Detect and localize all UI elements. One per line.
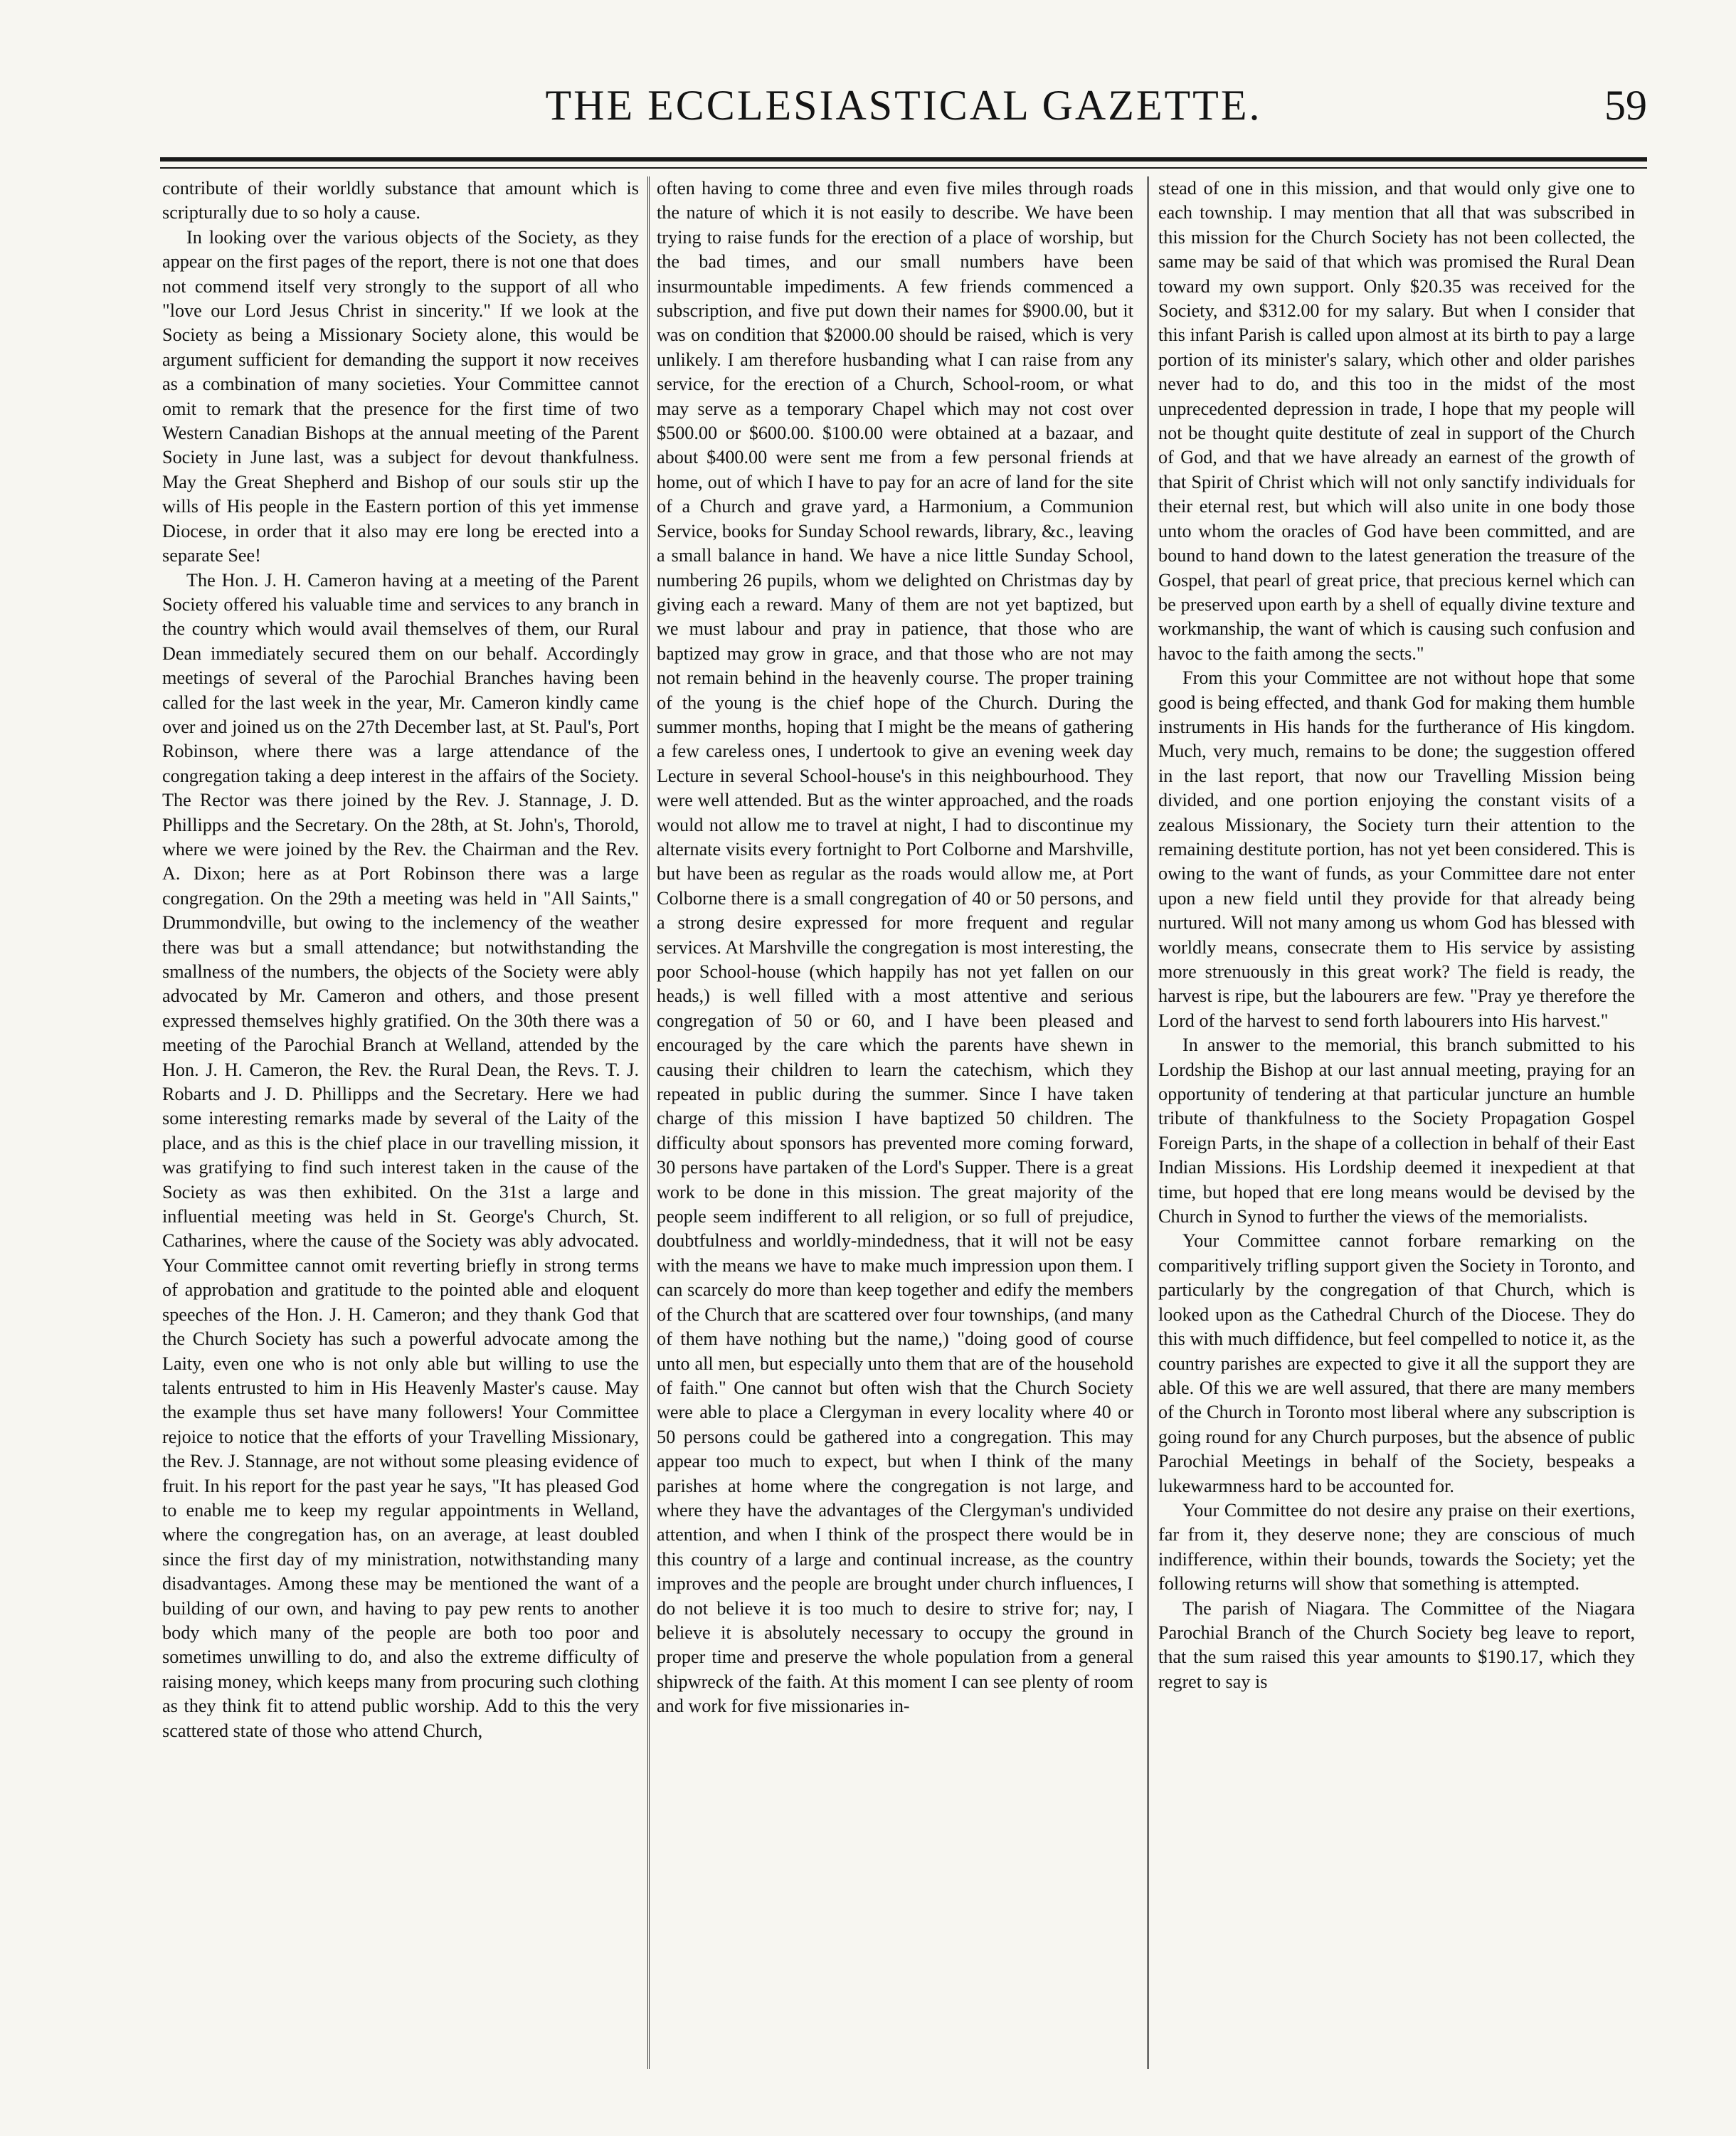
paragraph: In answer to the memorial, this branch submitted to his Lordship the Bishop at our last annual meeting, praying for an opportunity of tendering at that particular juncture an humble tribute of thankfulness to the Society Propagation Gospel Foreign Parts, in the shape of a collection in behalf of their East Indian Missions. His Lordship deemed it inexpedient at that time, but hoped that ere long means would be devised by the Church in Synod to further the views of the memorialists. (1158, 1035, 1635, 1227)
paragraph: Your Committee cannot forbare remarking on the comparitively trifling support given the Society in Toronto, and particularly by the congregation of that Church, which is looked upon as the Cathedral Church of the Diocese. They do this with much diffidence, but feel compelled to notice it, as the country parishes are expected to give it all the support they are able. Of this we are well assured, that there are many members of the Church in Toronto most liberal where any subscription is going round for any Church purposes, but the absence of public Parochial Meetings in behalf of the Society, bespeaks a lukewarmness hard to be accounted for. (1158, 1230, 1635, 1496)
paragraph: The parish of Niagara. The Committee of the Niagara Parochial Branch of the Church Society beg leave to report, that the sum raised this year amounts to $190.17, which they regret to say is (1158, 1597, 1635, 1692)
paragraph: The Hon. J. H. Cameron having at a meeting of the Parent Society offered his valuable time and services to any branch in the country which would avail themselves of them, our Rural Dean immediately secured them on our behalf. Accordingly meetings of several of the Parochial Branches having been called for the last week in the year, Mr. Cameron kindly came over and joined us on the 27th December last, at St. Paul's, Port Robinson, where there was a large attendance of the congregation taking a deep interest in the affairs of the Society. The Rector was there joined by the Rev. J. Stannage, J. D. Phillipps and the Secretary. On the 28th, at St. John's, Thorold, where we were joined by the Rev. the Chairman and the Rev. A. Dixon; here as at Port Robinson there was a large congregation. On the 29th a meeting was held in "All Saints," Drummondville, but owing to the inclemency of the weather there was but a small attendance; but notwithstanding the smallness of the numbers, the objects of the Society were ably advocated by Mr. Cameron and others, and those present expressed themselves highly gratified. On the 30th there was a meeting of the Parochial Branch at Welland, attended by the Hon. J. H. Cameron, the Rev. the Rural Dean, the Revs. T. J. Robarts and J. D. Phillipps and the Secretary. Here we had some interesting remarks made by several of the Laity of the place, and as this is the chief place in our travelling mission, it was gratifying to find such interest taken in the cause of the Society as was then exhibited. On the 31st a large and influential meeting was held in St. George's Church, St. Catharines, where the cause of the Society was ably advocated. Your Committee cannot omit reverting briefly in strong terms of approbation and gratitude to the pointed able and eloquent speeches of the Hon. J. H. Cameron; and they thank God that the Church Society has such a powerful advocate among the Laity, even one who is not only able but willing to use the talents entrusted to him in His Heavenly Master's cause. May the example thus set have many followers! Your Committee rejoice to notice that the efforts of your Travelling Missionary, the Rev. J. Stannage, are not without some pleasing evidence of fruit. In his report for the past year he says, "It has pleased God to enable me to keep my regular appointments in Welland, where the congregation has, on an average, at least doubled since the first day of my ministration, notwithstanding many disadvantages. Among these may be mentioned the want of a building of our own, and having to pay pew rents to another body which many of the people are both too poor and sometimes unwilling to do, and also the extreme difficulty of raising money, which keeps many from procuring such clothing as they think fit to attend public worship. Add to this the very scattered state of those who attend Church, (162, 569, 639, 1741)
paragraph: Your Committee do not desire any praise on their exertions, far from it, they deserve none; they are conscious of much indifference, within their bounds, towards the Society; yet the following returns will show that something is attempted. (1158, 1499, 1635, 1595)
text-column-2 (657, 176, 1133, 2062)
header-rule-thin (160, 167, 1647, 169)
column-divider (1147, 176, 1149, 2069)
text-column-3 (1158, 176, 1635, 2062)
column-divider (647, 176, 650, 2069)
page-header (160, 78, 1647, 135)
paragraph: often having to come three and even five miles through roads the nature of which it is not easily to describe. We have been trying to raise funds for the erection of a place of worship, but the bad times, and our small numbers have been insurmountable impediments. A few friends commenced a subscription, and five put down their names for $900.00, but it was on condition that $2000.00 should be raised, which is very unlikely. I am therefore husbanding what I can raise from any service, for the erection of a Church, School-room, or what may serve as a temporary Chapel which may not cost over $500.00 or $600.00. $100.00 were obtained at a bazaar, and about $400.00 were sent me from a few personal friends at home, out of which I have to pay for an acre of land for the site of a Church and grave yard, a Harmonium, a Communion Service, books for Sunday School rewards, library, &c., leaving a small balance in hand. We have a nice little Sunday School, numbering 26 pupils, whom we delighted on Christmas day by giving each a reward. Many of them are not yet baptized, but we must labour and pray in patience, that those who are baptized may grow in grace, and that those who are not may not remain behind in the heavenly course. The proper training of the young is the chief hope of the Church. During the summer months, hoping that I might be the means of gathering a few careless ones, I undertook to give an evening week day Lecture in several School-house's in this neighbourhood. They were well attended. But as the winter approached, and the roads would not allow me to travel at night, I had to discontinue my alternate visits every fortnight to Port Colborne and Marshville, but have been as regular as the roads would allow me, at Port Colborne there is a small congregation of 40 or 50 persons, and a strong desire expressed for more frequent and regular services. At Marshville the congregation is most interesting, the poor School-house (which happily has not yet fallen on our heads,) is well filled with a most attentive and serious congregation of 50 or 60, and I have been pleased and encouraged by the care which the parents have shewn in causing their children to learn the catechism, which they repeated in public during the summer. Since I have taken charge of this mission I have baptized 50 children. The difficulty about sponsors has prevented more coming forward, 30 persons have partaken of the Lord's Supper. There is a great work to be done in this mission. The great majority of the people seem indifferent to all religion, or so full of prejudice, doubtfulness and worldly-mindedness, that it will not be easy with the means we have to make much impression upon them. I can scarcely do more than keep together and edify the members of the Church that are scattered over four townships, (and many of them have nothing but the name,) "doing good of course unto all men, but especially unto them that are of the household of faith." One cannot but often wish that the Church Society were able to place a Clergyman in every locality where 40 or 50 persons could be gathered into a congregation. This may appear too much to expect, but when I think of the many parishes at home where the congregation is not large, and where they have the advantages of the Clergyman's undivided attention, and when I think of the prospect there would be in this country of a large and continual increase, as the country improves and the people are brought under church influences, I do not believe it is too much to desire to strive for; nay, I believe it is absolutely necessary to occupy the ground in proper time and preserve the whole population from a general shipwreck of the faith. At this moment I can see plenty of room and work for five missionaries in- (657, 178, 1133, 1717)
page-title: THE ECCLESIASTICAL GAZETTE. (545, 82, 1262, 129)
paragraph: contribute of their worldly substance that amount which is scripturally due to so holy a cause. (162, 178, 639, 223)
paragraph: From this your Committee are not without hope that some good is being effected, and thank God for making them humble instruments in His hands for the furtherance of His kingdom. Much, very much, remains to be done; the suggestion offered in the last report, that now our Travelling Mission being divided, and one portion enjoying the constant visits of a zealous Missionary, the Society turn their attention to the remaining destitute portion, has not yet been considered. This is owing to the want of funds, as your Committee dare not enter upon a new field until they provide for that already being nurtured. Will not many among us whom God has blessed with worldly means, consecrate them to His service by assisting more strenuously in this great work? The field is ready, the harvest is ripe, but the labourers are few. "Pray ye therefore the Lord of the harvest to send forth labourers into His harvest." (1158, 667, 1635, 1031)
paragraph: stead of one in this mission, and that would only give one to each township. I may mention that all that was subscribed in this mission for the Church Society has not been collected, the same may be said of that which was promised the Rural Dean toward my own support. Only $20.35 was received for the Society, and $312.00 for my salary. But when I consider that this infant Parish is called upon almost at its birth to pay a large portion of its minister's salary, which other and older parishes never had to do, and this too in the midst of the most unprecedented depression in trade, I hope that my people will not be thought quite destitute of zeal in support of the Church of God, and that we have already an earnest of the growth of that Spirit of Christ which will not only sanctify individuals for their eternal rest, but which will also unite in one body those unto whom the oracles of God have been committed, and are bound to hand down to the latest generation the treasure of the Gospel, that pearl of great price, that precious kernel which can be preserved upon earth by a shell of equally divine texture and workmanship, the want of which is causing such confusion and havoc to the faith among the sects." (1158, 178, 1635, 664)
paragraph: In looking over the various objects of the Society, as they appear on the first pages of the report, there is not one that does not commend itself very strongly to the support of all who "love our Lord Jesus Christ in sincerity." If we look at the Society as being a Missionary Society alone, this would be argument sufficient for demanding the support it now receives as a combination of many societies. Your Committee cannot omit to remark that the presence for the first time of two Western Canadian Bishops at the annual meeting of the Parent Society in June last, was a subject for devout thankfulness. May the Great Shepherd and Bishop of our souls stir up the wills of His people in the Eastern portion of this yet immense Diocese, in order that it also may ere long be erected into a separate See! (162, 226, 639, 566)
text-column-1 (162, 176, 639, 2062)
header-rule (160, 157, 1647, 162)
page-number: 59 (1604, 82, 1647, 129)
